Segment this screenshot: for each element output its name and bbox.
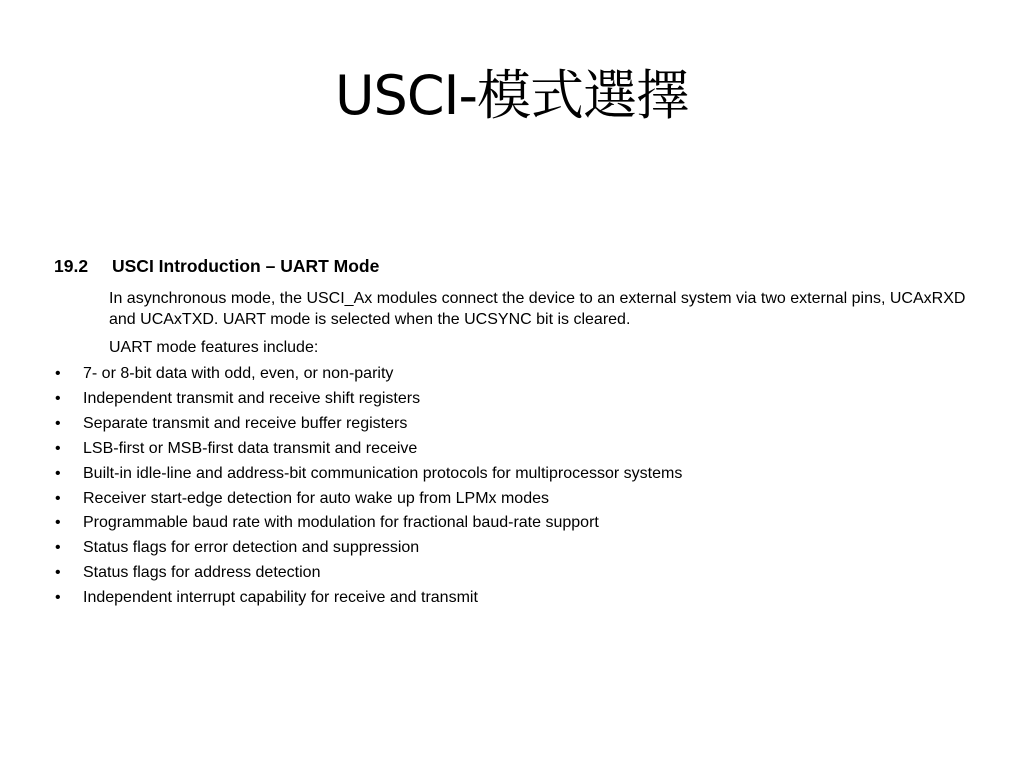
feature-item [55,462,984,487]
bullet-icon: • [55,365,61,382]
feature-item [55,536,984,561]
section-heading [54,254,984,278]
bullet-icon: • [55,589,61,607]
feature-text: 7- or 8-bit data with odd, even, or non-parity [83,365,394,382]
feature-item [55,362,984,387]
feature-text: Built-in idle-line and address-bit communication protocols for multiprocessor systems [83,464,683,482]
feature-item [55,437,984,462]
bullet-icon: • [55,564,61,582]
slide-title: USCI-模式選擇 [335,64,689,127]
feature-item [55,412,984,437]
bullet-icon: • [55,439,61,457]
feature-item [55,487,984,512]
bullet-icon: • [55,389,61,407]
bullet-icon: • [55,464,61,482]
feature-item [55,511,984,536]
feature-text: Independent transmit and receive shift registers [83,389,421,407]
bullet-icon: • [55,489,61,507]
section-number: 19.2 [54,256,89,276]
section-title: USCI Introduction – UART Mode [112,256,380,276]
feature-text: Separate transmit and receive buffer registers [83,414,408,432]
section-body [55,288,984,611]
bullet-icon: • [55,514,61,532]
feature-item [55,561,984,586]
feature-item [55,586,984,611]
feature-text: Status flags for error detection and suppression [83,539,420,557]
bullet-icon: • [55,539,61,557]
document-excerpt [54,254,984,611]
feature-text: LSB-first or MSB-first data transmit and receive [83,439,418,457]
features-lead: UART mode features include: [109,339,319,356]
feature-text: Receiver start-edge detection for auto wake up from LPMx modes [83,489,549,507]
feature-list [54,362,984,611]
feature-text: Programmable baud rate with modulation for fractional baud-rate support [83,514,599,532]
intro-paragraph: In asynchronous mode, the USCI_Ax modules connect the device to an external system via two external pins, UCAxRXD and UCAxTXD. UART mode is selected when the UCSYNC bit is cleared. [109,290,966,328]
feature-text: Status flags for address detection [83,564,321,582]
bullet-icon: • [55,414,61,432]
feature-item [55,387,984,412]
feature-text: Independent interrupt capability for receive and transmit [83,589,478,607]
